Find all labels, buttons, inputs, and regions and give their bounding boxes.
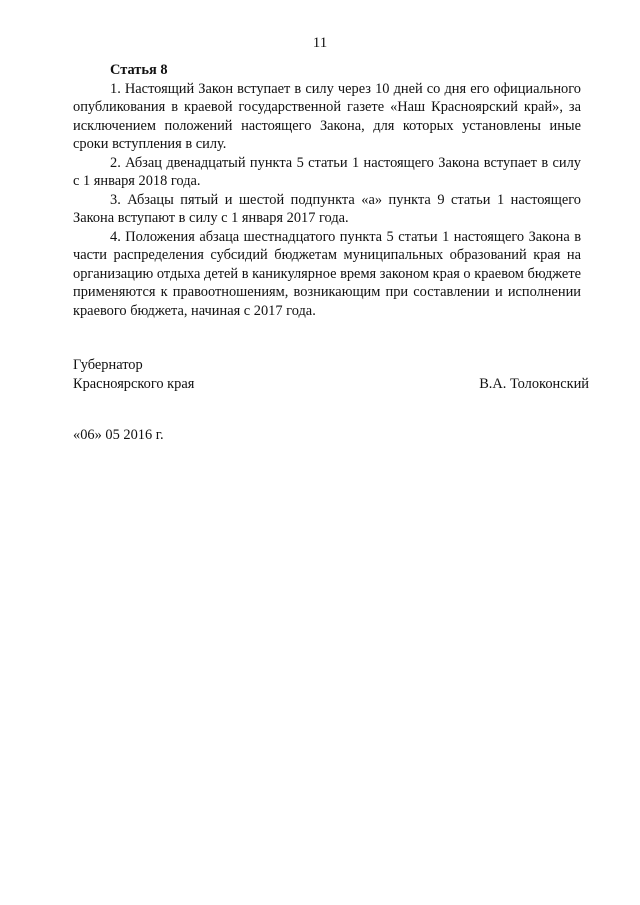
article-paragraph-4: 4. Положения абзаца шестнадцатого пункта 5 статьи 1 настоящего Закона в части распределения субсидий бюджетам муниципальных образований края на организацию отдыха детей в каникулярное время законом края о краевом бюджете применяются к правоотношениям, возникающим при составлении и исполнении краевого бюджета, начиная с 2017 года.: [73, 228, 581, 319]
article-paragraph-1: 1. Настоящий Закон вступает в силу через 10 дней со дня его официального опубликования в краевой государственной газете «Наш Красноярский край», за исключением положений настоящего Закона, для которых установлены иные сроки вступления в силу.: [73, 80, 581, 152]
article-title: Статья 8: [110, 62, 168, 78]
page-number: 11: [312, 35, 328, 51]
article-body: [73, 61, 581, 320]
article-paragraph-2: 2. Абзац двенадцатый пункта 5 статьи 1 настоящего Закона вступает в силу с 1 января 2018 года.: [73, 154, 581, 189]
document-date: «06» 05 2016 г.: [73, 427, 164, 443]
signatory-position-line-2: Красноярского края: [73, 375, 195, 392]
article-paragraph-3: 3. Абзацы пятый и шестой подпункта «а» пункта 9 статьи 1 настоящего Закона вступают в силу с 1 января 2017 года.: [73, 191, 581, 226]
signatory-name: В.А. Толоконский: [479, 375, 589, 392]
signatory-position-line-1: Губернатор: [73, 357, 143, 373]
signature-block: [73, 356, 589, 393]
